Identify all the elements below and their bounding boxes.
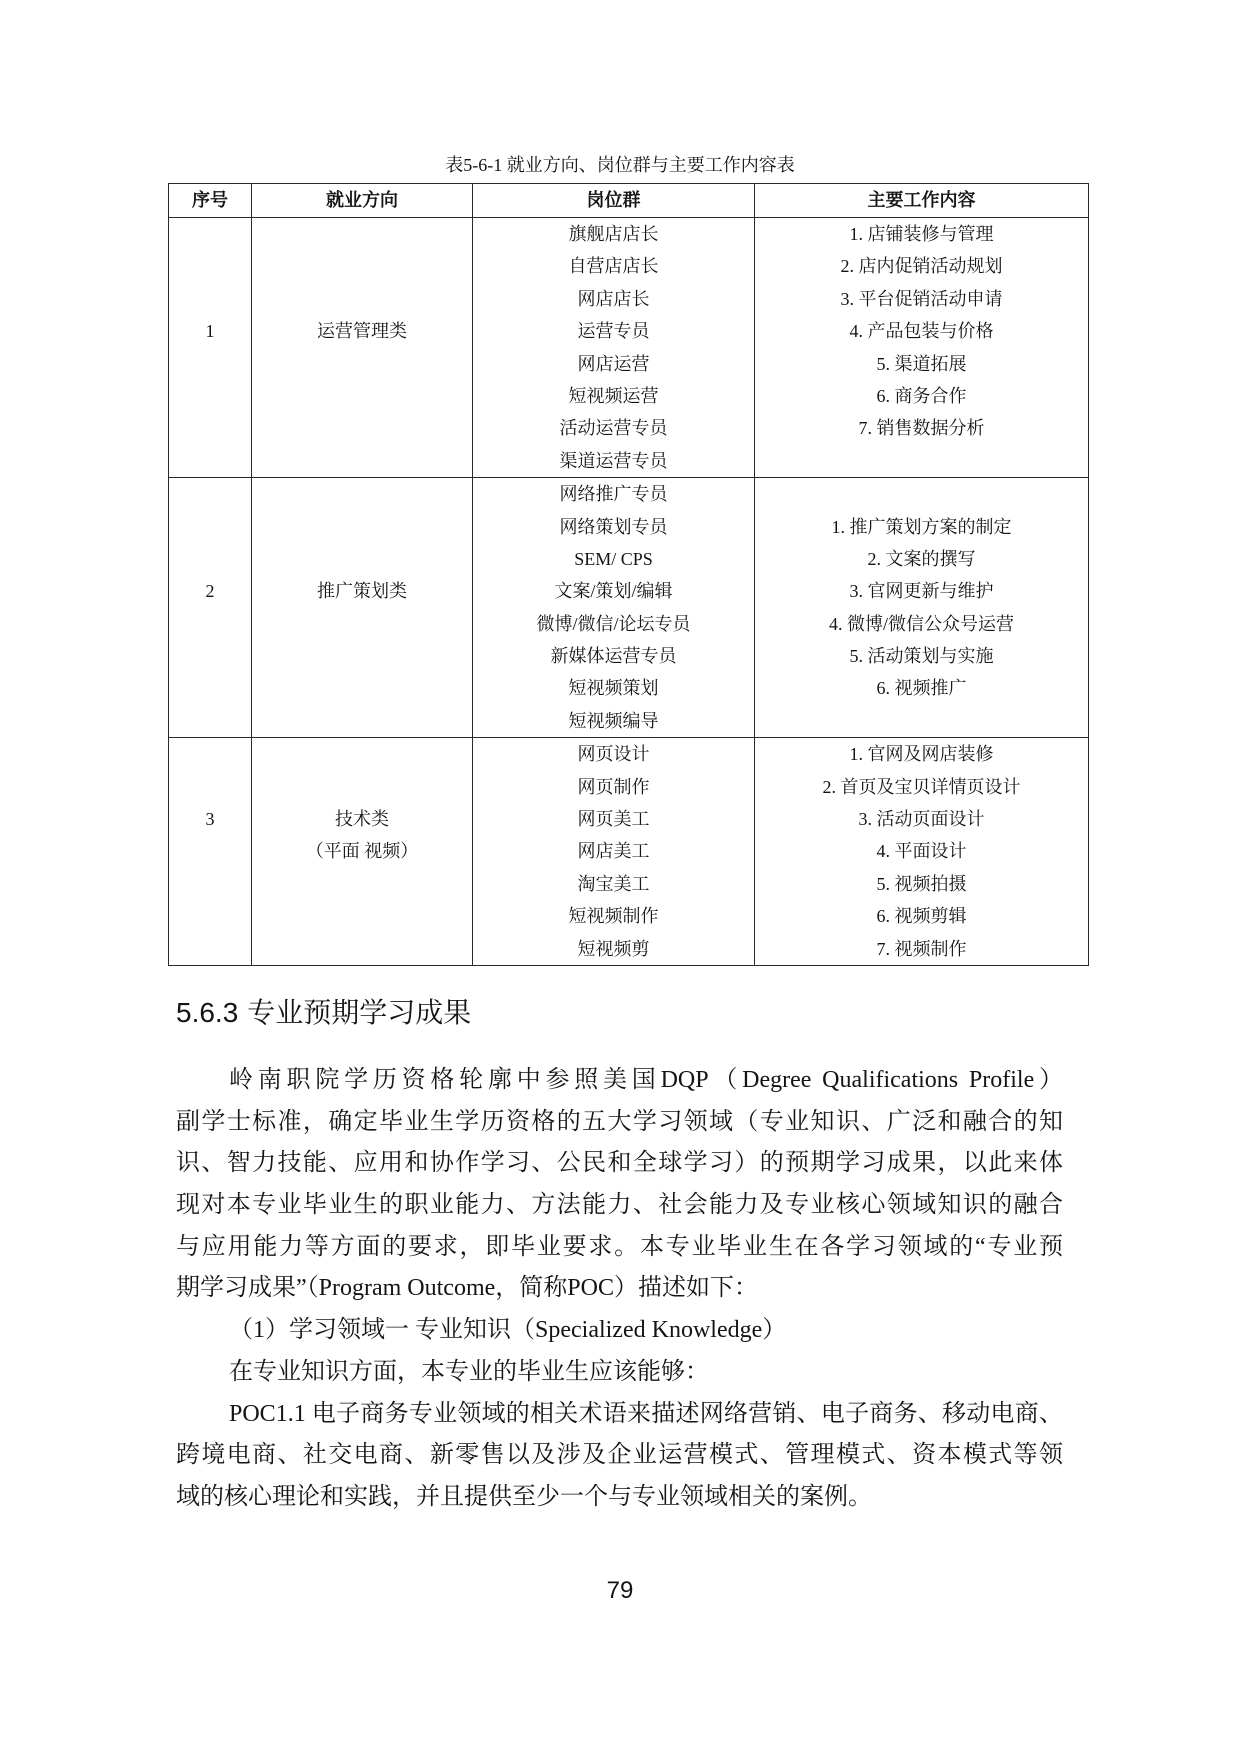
work-item: 1. 推广策划方案的制定 bbox=[831, 516, 1012, 537]
paragraph-line: 期学习成果”（Program Outcome，简称POC）描述如下： bbox=[176, 1275, 758, 1302]
paragraph-line: 在专业知识方面，本专业的毕业生应该能够： bbox=[229, 1358, 709, 1385]
body-text bbox=[176, 1060, 1063, 1519]
position-item: 渠道运营专员 bbox=[559, 450, 668, 471]
position-item: 网页制作 bbox=[577, 776, 650, 797]
work-item: 2. 首页及宝贝详情页设计 bbox=[822, 776, 1021, 797]
header-seq: 序号 bbox=[169, 184, 252, 218]
cell-direction bbox=[252, 218, 473, 478]
subsection-heading: （1）学习领域一 专业知识（Specialized Knowledge） bbox=[229, 1317, 787, 1344]
paragraph bbox=[176, 1310, 1063, 1352]
paragraph-line: 跨境电商、社交电商、新零售以及涉及企业运营模式、管理模式、资本模式等领 bbox=[176, 1442, 1063, 1469]
paragraph-line: 现对本专业毕业生的职业能力、方法能力、社会能力及专业核心领域知识的融合 bbox=[176, 1192, 1063, 1219]
position-item: 淘宝美工 bbox=[577, 873, 650, 894]
work-item: 1. 官网及网店装修 bbox=[849, 744, 994, 765]
paragraph-line: POC1.1 电子商务专业领域的相关术语来描述网络营销、电子商务、移动电商、 bbox=[229, 1400, 1063, 1427]
paragraph-line: 识、智力技能、应用和协作学习、公民和全球学习）的预期学习成果，以此来体 bbox=[176, 1150, 1063, 1177]
paragraph-line: 岭南职院学历资格轮廓中参照美国DQP（Degree Qualifications Profile） bbox=[229, 1067, 1063, 1093]
work-item: 1. 店铺装修与管理 bbox=[849, 224, 994, 244]
position-item: 微博/微信/论坛专员 bbox=[536, 613, 691, 634]
position-item: 活动运营专员 bbox=[559, 418, 668, 439]
cell-work-content bbox=[755, 478, 1089, 738]
direction-line: （平面 视频） bbox=[305, 841, 419, 862]
direction-line: 技术类 bbox=[335, 809, 389, 830]
position-item: 短视频编导 bbox=[568, 710, 659, 731]
paragraph-line: 域的核心理论和实践，并且提供至少一个与专业领域相关的案例。 bbox=[176, 1483, 872, 1510]
cell-seq bbox=[169, 218, 252, 478]
section-heading bbox=[176, 993, 471, 1033]
direction-line: 运营管理类 bbox=[317, 321, 407, 342]
cell-direction bbox=[252, 478, 473, 738]
paragraph-line: 副学士标准，确定毕业生学历资格的五大学习领域（专业知识、广泛和融合的知 bbox=[176, 1108, 1063, 1135]
work-item: 6. 商务合作 bbox=[876, 385, 967, 406]
position-item: 短视频策划 bbox=[568, 678, 659, 699]
cell-work-content bbox=[755, 218, 1089, 478]
table-row bbox=[169, 478, 1089, 738]
paragraph bbox=[176, 1352, 1063, 1394]
work-item: 5. 活动策划与实施 bbox=[849, 646, 994, 667]
table-row bbox=[169, 218, 1089, 478]
cell-positions bbox=[473, 478, 755, 738]
work-item: 5. 渠道拓展 bbox=[876, 353, 967, 374]
table-header-row bbox=[169, 184, 1089, 218]
position-item: SEM/ CPS bbox=[574, 548, 653, 569]
work-item: 4. 微博/微信公众号运营 bbox=[828, 613, 1014, 634]
position-item: 自营店店长 bbox=[568, 256, 659, 277]
cell-positions bbox=[473, 738, 755, 966]
work-item: 2. 店内促销活动规划 bbox=[840, 256, 1003, 277]
position-item: 短视频剪 bbox=[577, 938, 650, 959]
work-item: 7. 视频制作 bbox=[876, 938, 967, 959]
paragraph bbox=[176, 1060, 1063, 1310]
position-item: 运营专员 bbox=[577, 321, 650, 342]
work-item: 6. 视频推广 bbox=[876, 678, 967, 699]
position-item: 网店运营 bbox=[577, 353, 650, 374]
position-item: 网店美工 bbox=[577, 841, 650, 862]
header-positions: 岗位群 bbox=[473, 184, 755, 218]
seq-value: 3 bbox=[205, 809, 215, 830]
direction-line: 推广策划类 bbox=[317, 581, 407, 602]
position-item: 短视频制作 bbox=[568, 906, 659, 927]
cell-direction bbox=[252, 738, 473, 966]
page-number: 79 bbox=[606, 1577, 634, 1604]
work-item: 7. 销售数据分析 bbox=[858, 418, 985, 439]
header-direction: 就业方向 bbox=[252, 184, 473, 218]
employment-table bbox=[168, 183, 1089, 966]
position-item: 网页设计 bbox=[577, 744, 650, 765]
work-item: 6. 视频剪辑 bbox=[876, 906, 967, 927]
work-item: 4. 平面设计 bbox=[876, 841, 967, 862]
work-item: 5. 视频拍摄 bbox=[876, 873, 967, 894]
work-item: 3. 平台促销活动申请 bbox=[840, 288, 1003, 309]
cell-seq bbox=[169, 478, 252, 738]
work-item: 2. 文案的撰写 bbox=[867, 548, 976, 569]
table-caption: 表5-6-1 就业方向、岗位群与主要工作内容表 bbox=[445, 155, 795, 175]
work-item: 3. 活动页面设计 bbox=[858, 809, 985, 830]
paragraph bbox=[176, 1394, 1063, 1519]
seq-value: 2 bbox=[205, 581, 215, 602]
work-item: 4. 产品包装与价格 bbox=[849, 321, 994, 342]
seq-value: 1 bbox=[205, 321, 215, 342]
position-item: 网络推广专员 bbox=[559, 484, 668, 505]
work-item: 3. 官网更新与维护 bbox=[849, 581, 994, 602]
table-row bbox=[169, 738, 1089, 966]
section-number: 5.6.3 bbox=[176, 997, 239, 1028]
position-item: 网店店长 bbox=[577, 288, 650, 309]
position-item: 旗舰店店长 bbox=[568, 224, 659, 244]
cell-seq bbox=[169, 738, 252, 966]
section-title: 专业预期学习成果 bbox=[247, 997, 472, 1028]
cell-work-content bbox=[755, 738, 1089, 966]
cell-positions bbox=[473, 218, 755, 478]
position-item: 新媒体运营专员 bbox=[550, 646, 677, 667]
header-work-content: 主要工作内容 bbox=[755, 184, 1089, 218]
paragraph-line: 与应用能力等方面的要求，即毕业要求。本专业毕业生在各学习领域的“专业预 bbox=[176, 1233, 1063, 1260]
position-item: 短视频运营 bbox=[568, 385, 659, 406]
position-item: 网页美工 bbox=[577, 809, 650, 830]
position-item: 网络策划专员 bbox=[559, 516, 668, 537]
position-item: 文案/策划/编辑 bbox=[554, 581, 673, 602]
